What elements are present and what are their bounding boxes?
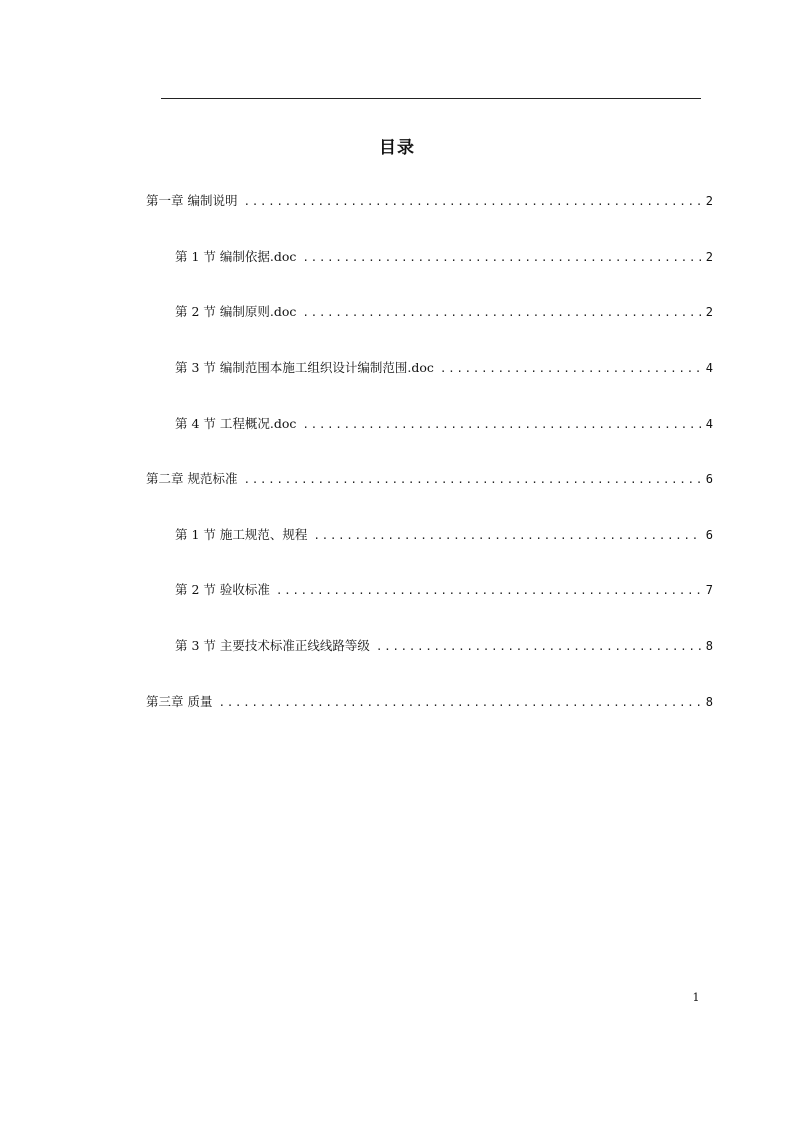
toc-entry-text: 第一章 编制说明 bbox=[146, 193, 238, 208]
toc-page-number: 7 bbox=[705, 583, 713, 597]
toc-entry-text: 第 3 节 编制范围本施工组织设计编制范围.doc bbox=[175, 360, 434, 375]
dot-leader bbox=[302, 416, 701, 434]
toc-entry-section-2-3[interactable] bbox=[175, 637, 713, 656]
dot-leader bbox=[243, 193, 701, 211]
toc-title: 目录 bbox=[379, 138, 415, 158]
dot-leader bbox=[440, 360, 702, 378]
toc-entry-section-1-1[interactable] bbox=[175, 248, 713, 267]
toc-page-number: 2 bbox=[705, 250, 713, 264]
toc-page-number: 8 bbox=[705, 639, 713, 653]
toc-page-number: 2 bbox=[705, 305, 713, 319]
dot-leader bbox=[302, 304, 701, 322]
toc-entry-section-2-2[interactable] bbox=[175, 581, 713, 600]
toc-page-number: 6 bbox=[705, 472, 713, 486]
toc-entry-chapter-2[interactable] bbox=[146, 470, 713, 489]
footer-page-number: 1 bbox=[692, 991, 700, 1004]
toc-entry-text: 第 2 节 验收标准 bbox=[175, 582, 270, 597]
toc-entry-chapter-3[interactable] bbox=[146, 693, 713, 712]
toc-entry-section-2-1[interactable] bbox=[175, 526, 713, 545]
toc-entry-text: 第 1 节 编制依据.doc bbox=[175, 249, 297, 264]
toc-page-number: 4 bbox=[705, 417, 713, 431]
toc-page-number: 8 bbox=[705, 695, 713, 709]
toc-entry-text: 第三章 质量 bbox=[146, 694, 213, 709]
toc-entry-section-1-4[interactable] bbox=[175, 415, 713, 434]
toc-entry-section-1-3[interactable] bbox=[175, 359, 713, 378]
toc-entry-text: 第 1 节 施工规范、规程 bbox=[175, 527, 308, 542]
dot-leader bbox=[243, 471, 701, 489]
dot-leader bbox=[376, 638, 702, 656]
toc-page-number: 2 bbox=[705, 194, 713, 208]
toc-entry-text: 第 4 节 工程概况.doc bbox=[175, 416, 297, 431]
toc-entry-text: 第 2 节 编制原则.doc bbox=[175, 304, 297, 319]
dot-leader bbox=[313, 527, 701, 545]
toc-entry-text: 第二章 规范标准 bbox=[146, 471, 238, 486]
toc-entry-section-1-2[interactable] bbox=[175, 303, 713, 322]
dot-leader bbox=[302, 249, 701, 267]
dot-leader bbox=[218, 694, 701, 712]
toc-page-number: 6 bbox=[705, 528, 713, 542]
dot-leader bbox=[276, 582, 702, 600]
header-rule bbox=[161, 98, 701, 99]
toc-entry-chapter-1[interactable] bbox=[146, 192, 713, 211]
toc-page-number: 4 bbox=[705, 361, 713, 375]
toc-entry-text: 第 3 节 主要技术标准正线线路等级 bbox=[175, 638, 370, 653]
